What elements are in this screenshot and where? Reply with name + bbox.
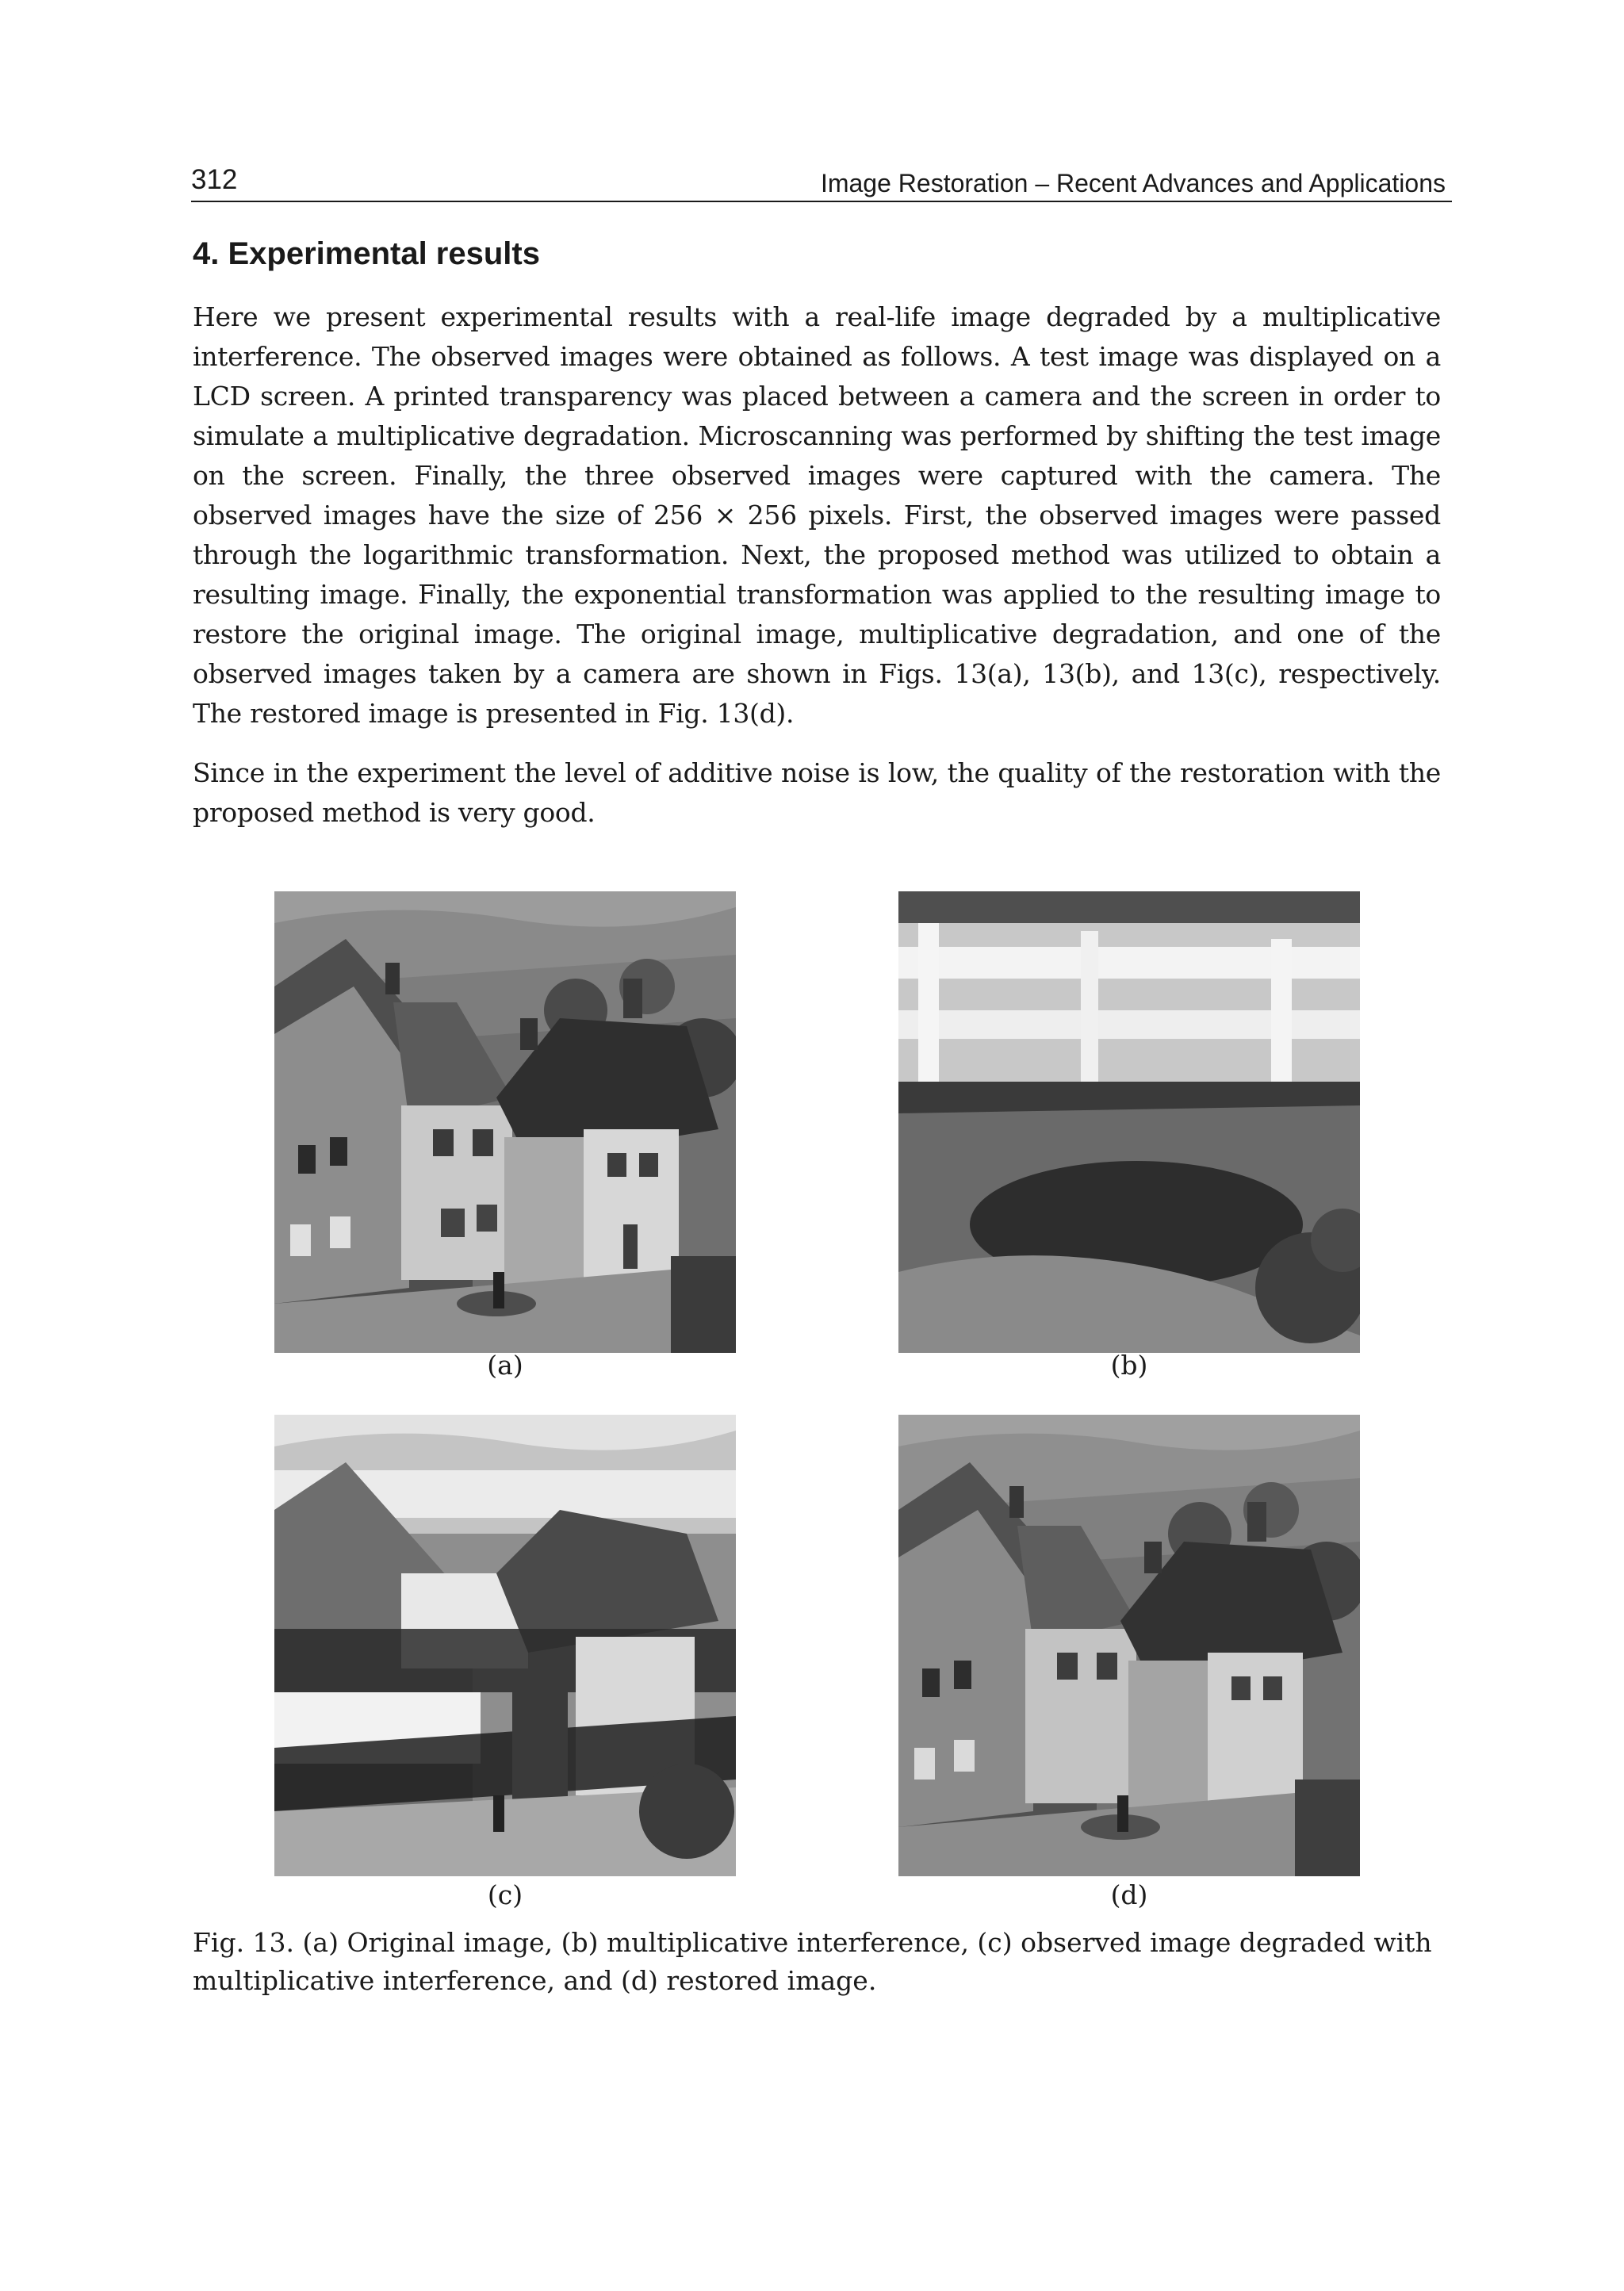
village-street-photo xyxy=(274,891,736,1353)
restored-village-photo xyxy=(898,1415,1360,1876)
running-header xyxy=(191,163,1452,202)
running-title: Image Restoration – Recent Advances and Applications xyxy=(820,169,1446,197)
figure-panel-c-observed-image xyxy=(274,1415,736,1876)
figure-caption: Fig. 13. (a) Original image, (b) multiplicative interference, (c) observed image degraded with multiplicative interference, and (d) restored image. xyxy=(193,1927,1432,1996)
page-number: 312 xyxy=(191,164,238,195)
fence-photo xyxy=(898,891,1360,1353)
panel-label-a: (a) xyxy=(487,1350,523,1381)
degraded-village-photo xyxy=(274,1415,736,1876)
section-heading: 4. Experimental results xyxy=(193,236,540,271)
figure-panel-d-restored-image xyxy=(898,1415,1360,1876)
body-paragraph-2: Since in the experiment the level of additive noise is low, the quality of the restoration with the proposed method is very good. xyxy=(193,757,1441,828)
body-paragraph-1: Here we present experimental results with a real-life image degraded by a multiplicative interference. The observed images were obtained as follows. A test image was displayed on a LCD screen. A printed transparency was placed between a camera and the screen in order to simulate a multiplicative degradation. Microscanning was performed by shifting the test image on the screen. Finally, the three observed images were captured with the camera. The observed images have the size of 256 × 256 pixels. First, the observed images were passed through the logarithmic transformation. Next, the proposed method was utilized to obtain a resulting image. Finally, the exponential transformation was applied to the resulting image to restore the original image. The original image, multiplicative degradation, and one of the observed images taken by a camera are shown in Figs. 13(a), 13(b), and 13(c), respectively. The restored image is presented in Fig. 13(d). xyxy=(193,301,1441,729)
figure-panel-b-interference xyxy=(898,891,1360,1353)
figure-panel-a-original-image xyxy=(274,891,736,1353)
panel-label-b: (b) xyxy=(1110,1350,1148,1381)
panel-label-d: (d) xyxy=(1110,1879,1148,1910)
panel-label-c: (c) xyxy=(487,1879,523,1910)
